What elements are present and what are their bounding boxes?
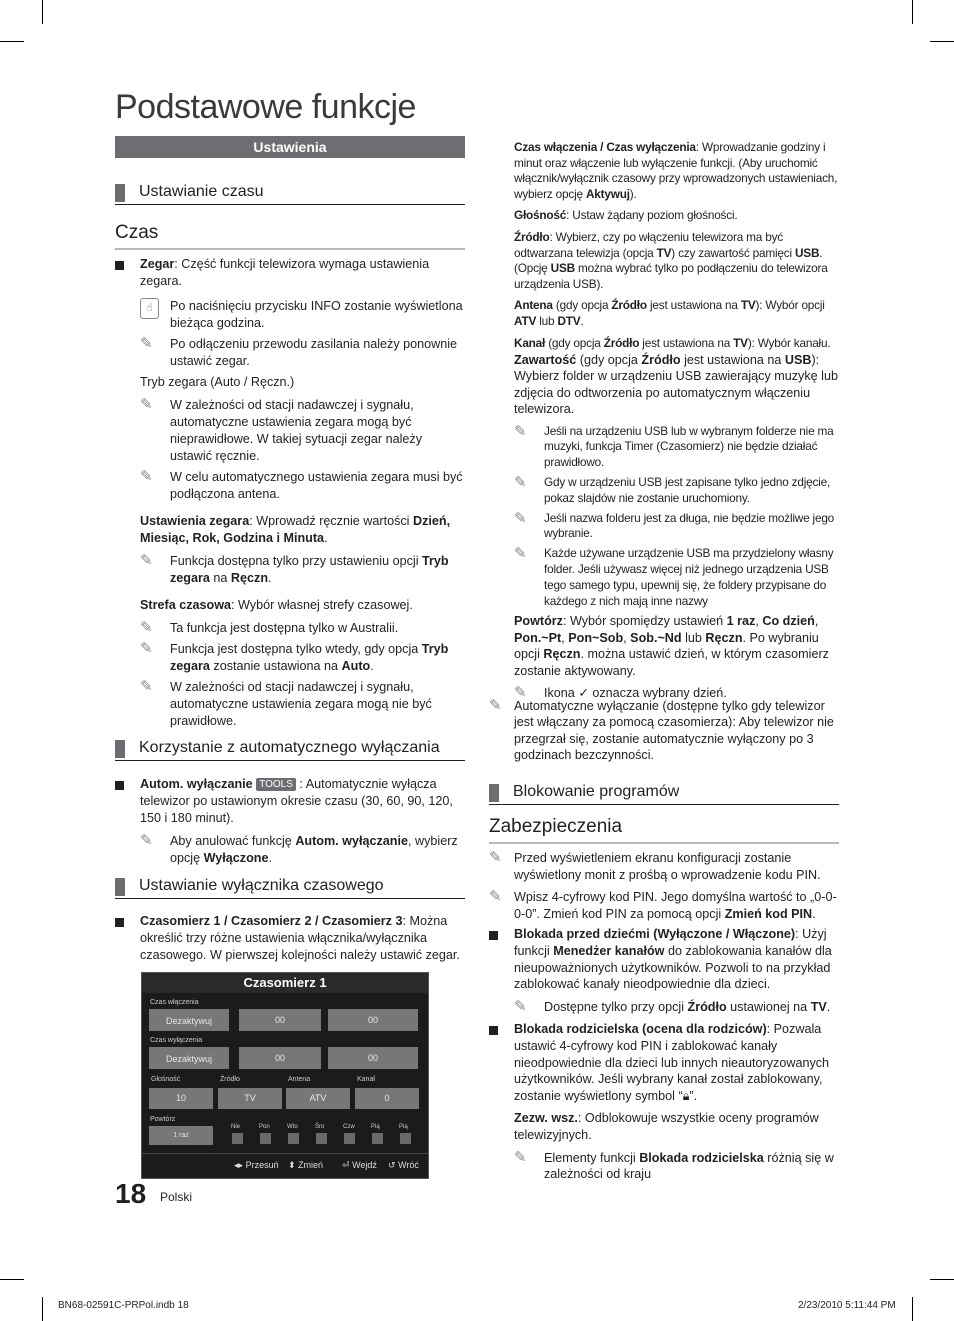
left-column-time xyxy=(115,256,465,734)
note-text: różnią się w zależności od kraju xyxy=(544,1150,834,1182)
text: : Automatycznie wyłącza telewizor po ustawionym okresie czasu (30, 60, 90, 120, 150 i 180 minut). xyxy=(140,777,453,825)
enter-icon: ⏎ xyxy=(342,1160,350,1170)
note-pencil-icon: ✎ xyxy=(489,849,502,866)
text: . xyxy=(580,313,584,328)
term: Wyłączone xyxy=(203,851,269,865)
bullet-child-lock xyxy=(489,926,839,992)
bullet-square-icon xyxy=(115,918,124,927)
clock-notes xyxy=(140,298,465,730)
text: : Wybór własnej strefy czasowej. xyxy=(231,598,413,612)
page-language: Polski xyxy=(160,1190,193,1204)
text: : Wprowadzanie godziny i minut oraz włączenie lub wyłączenie funkcji. (Aby uruchomić włącznik/wyłącznik czasowy przy wprowadzonych ustawieniach, wybierz opcję xyxy=(514,140,838,201)
crop-mark xyxy=(912,1297,913,1321)
note-time-zone-1 xyxy=(140,620,465,637)
auto-off-note-block xyxy=(489,698,839,768)
osd-volume[interactable]: 10 xyxy=(149,1088,213,1109)
text: ). xyxy=(629,186,637,201)
osd-change-hint xyxy=(288,1160,323,1171)
bullet-auto-off xyxy=(115,776,465,827)
subheading-auto-off xyxy=(115,738,465,761)
term: Ręczn xyxy=(705,630,743,645)
note-text: . xyxy=(268,851,272,865)
note-text: Wpisz 4-cyfrowy kod PIN. Jego domyślna wartość to „0-0-0-0”. Zmień kod PIN za pomocą opcji xyxy=(514,890,837,921)
osd-day-checkbox[interactable] xyxy=(372,1133,383,1144)
term: Czas włączenia / Czas wyłączenia xyxy=(514,140,696,154)
osd-day-label: Czw xyxy=(343,1124,355,1130)
text: ): Wybierz folder w urządzeniu USB zawierający muzykę lub zdjęcia do odtworzenia po automatycznym włączeniu telewizora. xyxy=(514,353,838,417)
term: Pon~Sob xyxy=(568,630,624,645)
right-column-timer-options xyxy=(514,140,839,357)
section-heading-security: Zabezpieczenia xyxy=(489,816,839,844)
osd-hint-label: Wróć xyxy=(398,1160,419,1170)
note-pencil-icon: ✎ xyxy=(140,552,153,569)
term: Sob.~Nd xyxy=(630,630,682,645)
text: jest ustawiona na xyxy=(646,298,741,313)
text: : Wybór spomiędzy ustawień xyxy=(562,614,727,629)
note-text: zostanie wyświetlona bieżąca godzina. xyxy=(170,299,463,330)
osd-move-hint xyxy=(234,1160,279,1171)
note-text: Aby anulować funkcję xyxy=(170,834,296,848)
crop-mark xyxy=(0,41,24,42)
osd-hint-label: Przesuń xyxy=(245,1160,279,1170)
osd-day-checkbox[interactable] xyxy=(400,1133,411,1144)
parental-lock-details xyxy=(514,1110,839,1182)
osd-day-label: Pią xyxy=(399,1124,408,1130)
time-zone-line xyxy=(140,597,465,614)
osd-value: Dezaktywuj xyxy=(165,1016,212,1026)
text: , xyxy=(561,630,569,645)
note-text: ustawionej na xyxy=(726,999,811,1014)
osd-day-checkbox[interactable] xyxy=(344,1133,355,1144)
note-pencil-icon: ✎ xyxy=(489,697,502,714)
note-usb-1 xyxy=(514,424,839,471)
note-pencil-icon: ✎ xyxy=(514,997,527,1015)
note-pin-prompt xyxy=(489,850,839,883)
crop-mark xyxy=(42,0,43,24)
note-text: zostanie ustawiona na xyxy=(209,659,342,673)
note-pencil-icon: ✎ xyxy=(140,396,153,413)
usb-notes xyxy=(514,424,839,610)
osd-title: Czasomierz 1 xyxy=(142,973,428,993)
osd-day-checkbox[interactable] xyxy=(232,1133,243,1144)
note-text: oznacza wybrany dzień. xyxy=(588,686,727,701)
text: do zablokowania kanałów dla nieupoważnionych użytkowników. Pozwoli to na przykład zablokować kanały nieodpowiednie dla dzieci. xyxy=(514,943,832,992)
osd-enter-hint xyxy=(342,1160,377,1171)
note-usb-2 xyxy=(514,475,839,507)
text: : Wprowadź ręcznie wartości xyxy=(249,514,413,528)
subheading-label: Ustawianie czasu xyxy=(139,183,264,200)
note-text: Elementy funkcji xyxy=(544,1150,640,1165)
subheading-timer xyxy=(115,876,465,899)
allow-all-item xyxy=(514,1110,839,1143)
bullet-timer xyxy=(115,913,465,964)
volume-item xyxy=(514,208,839,224)
osd-on-hour[interactable]: 00 xyxy=(239,1009,321,1031)
note-usb-3 xyxy=(514,511,839,543)
osd-source[interactable]: TV xyxy=(218,1088,282,1109)
term: Kanał xyxy=(514,335,546,350)
osd-day-label: Pią xyxy=(371,1124,380,1130)
bullet-square-icon xyxy=(115,261,124,270)
osd-day-checkbox[interactable] xyxy=(316,1133,327,1144)
note-pencil-icon: ✎ xyxy=(514,684,527,702)
left-column-timer xyxy=(115,913,465,970)
note-clock-mode-2 xyxy=(140,469,465,503)
text: lub xyxy=(536,313,558,328)
note-text: W celu automatycznego ustawienia zegara musi być podłączona antena. xyxy=(170,470,463,501)
text: ): Wybór kanału. xyxy=(747,335,831,350)
text: (gdy opcja xyxy=(545,335,604,350)
antenna-item xyxy=(514,298,839,329)
arrows-lr-icon: ◂▸ xyxy=(234,1160,244,1170)
note-pencil-icon: ✎ xyxy=(140,832,153,849)
text: : Można określić trzy różne ustawienia włącznika/wyłącznika czasowego. W pierwszej kolejności należy ustawić zegar. xyxy=(140,914,460,962)
note-child-lock xyxy=(514,999,839,1016)
term: Zawartość xyxy=(514,353,577,367)
clock-mode-line xyxy=(140,374,465,391)
note-text: Funkcja jest dostępna tylko wtedy, gdy opcja xyxy=(170,642,422,656)
note-text: W zależności od stacji nadawczej i sygnału, automatyczne ustawienia zegara mogą być nieprawidłowe. W takiej sytuacji zegar należy ustawić ręcznie. xyxy=(170,398,422,463)
section-header-bar: Ustawienia xyxy=(115,136,465,158)
osd-day-checkbox[interactable] xyxy=(288,1133,299,1144)
print-footer-date: 2/23/2010 5:11:44 PM xyxy=(798,1300,896,1311)
subheading-label: Ustawianie wyłącznika czasowego xyxy=(139,877,384,894)
term: Antena xyxy=(514,298,553,313)
note-text: Każde używane urządzenie USB ma przydzielony własny folder. Jeśli używasz więcej niż jednego urządzenia USB tego samego typu, upewnij się, że foldery przypisane do każdego z nich mają inne nazwy xyxy=(544,546,834,608)
note-auto-off-timer xyxy=(489,698,839,764)
text: ): Wybór opcji xyxy=(755,298,825,313)
term: Blokada przed dziećmi (Wyłączone / Włączone) xyxy=(514,927,796,942)
crop-mark xyxy=(912,0,913,24)
note-text: Ta funkcja jest dostępna tylko w Australii. xyxy=(170,621,399,635)
term: Strefa czasowa xyxy=(140,598,231,612)
term: Pon.~Pt xyxy=(514,630,562,645)
osd-off-state[interactable] xyxy=(149,1047,229,1069)
note-pencil-icon: ✎ xyxy=(514,545,527,563)
left-column-auto-off xyxy=(115,776,465,871)
timer-osd-screenshot xyxy=(141,972,429,1179)
note-pencil-icon: ✎ xyxy=(140,678,153,695)
note-text: Przed wyświetleniem ekranu konfiguracji zostanie wyświetlony monit z prośbą o wprowadzenie kodu PIN. xyxy=(514,851,821,882)
right-column-security xyxy=(489,850,839,1187)
osd-antenna-label: Antena xyxy=(288,1076,311,1083)
bullet-square-icon xyxy=(489,1026,498,1035)
osd-footer xyxy=(142,1153,428,1178)
text: (gdy opcja xyxy=(576,353,642,367)
term: Źródło xyxy=(611,298,647,313)
term: Źródło xyxy=(603,335,640,350)
on-off-time-item xyxy=(514,140,839,202)
term: Menedżer kanałów xyxy=(553,943,665,958)
term: TV xyxy=(733,335,748,350)
osd-repeat[interactable]: 1 raz xyxy=(149,1126,213,1145)
note-text: Funkcja dostępna tylko przy ustawieniu opcji xyxy=(170,554,423,568)
note-auto-off xyxy=(140,833,465,867)
channel-item xyxy=(514,336,839,352)
page-title: Podstawowe funkcje xyxy=(115,88,416,126)
term: Autom. wyłączanie xyxy=(295,834,408,848)
term: USB xyxy=(794,245,820,260)
note-info xyxy=(140,298,465,332)
subheading-label: Korzystanie z automatycznego wyłączania xyxy=(139,739,440,756)
note-text: . xyxy=(268,571,272,585)
note-pencil-icon: ✎ xyxy=(514,422,527,440)
text: . (Opcję xyxy=(514,245,823,276)
term: Blokada rodzicielska (ocena dla rodziców) xyxy=(514,1022,767,1037)
term: Głośność xyxy=(514,208,567,223)
note-text: W zależności od stacji nadawczej i sygnału, automatyczne ustawienia zegara mogą nie być prawidłowe. xyxy=(170,680,432,728)
subheading-time-setting xyxy=(115,182,465,205)
note-pencil-icon: ✎ xyxy=(514,474,527,492)
info-key: INFO xyxy=(310,299,341,313)
osd-repeat-label: Powtórz xyxy=(150,1116,176,1123)
content-item xyxy=(514,352,839,418)
text: : Pozwala ustawić 4-cyfrowy kod PIN i zablokować kanały nieodpowiednie dla dzieci lub innych nieautoryzowanych użytkowników. Jeśli wybrany kanał został zablokowany, zostanie wyświetlony symbol “ xyxy=(514,1022,830,1103)
note-time-zone-3 xyxy=(140,679,465,730)
term: 1 raz xyxy=(726,614,756,629)
osd-volume-label: Głośność xyxy=(151,1076,181,1083)
source-item xyxy=(514,230,839,292)
text: : Wybierz, czy po włączeniu telewizora ma być odtwarzana telewizja (opcja xyxy=(514,229,783,260)
osd-day-label: Nie xyxy=(231,1124,241,1130)
note-text: Jeśli nazwa folderu jest za długa, nie będzie możliwe jego wybranie. xyxy=(544,510,835,541)
crop-mark xyxy=(42,1297,43,1321)
osd-channel-label: Kanał xyxy=(357,1076,375,1083)
note-text: Po naciśnięciu przycisku xyxy=(170,299,311,313)
section-heading-time: Czas xyxy=(115,222,465,250)
note-usb-4 xyxy=(514,546,839,609)
arrows-ud-icon: ⬍ xyxy=(288,1160,296,1170)
text: : Użyj funkcji xyxy=(514,927,827,958)
note-parental-lock xyxy=(514,1150,839,1183)
osd-day-label: Pon xyxy=(259,1124,270,1130)
auto-off-notes xyxy=(140,833,465,867)
term: Czasomierz 1 / Czasomierz 2 / Czasomierz 3 xyxy=(140,914,403,928)
term: Autom. wyłączanie xyxy=(140,777,253,791)
note-pencil-icon: ✎ xyxy=(489,888,502,906)
note-text: Dostępne tylko przy opcji xyxy=(544,999,688,1014)
subheading-marker xyxy=(115,740,125,758)
term: Powtórz xyxy=(514,614,563,629)
term: Dzień, Miesiąc, Rok, Godzina i Minuta xyxy=(140,514,451,545)
clock-set-line xyxy=(140,513,465,547)
subheading-marker xyxy=(115,878,125,896)
term: TV xyxy=(656,245,672,260)
note-text: Po odłączeniu przewodu zasilania należy ponownie ustawić zegar. xyxy=(170,337,458,368)
term: Ręczn xyxy=(230,571,269,585)
term: Aktywuj xyxy=(585,186,630,201)
text: ) czy zawartość pamięci xyxy=(671,245,795,260)
osd-off-label: Czas wyłączenia xyxy=(150,1037,203,1044)
info-button-icon: ☝ xyxy=(140,298,159,319)
osd-day-label: Wto xyxy=(287,1124,298,1130)
subheading-marker xyxy=(115,184,125,202)
term: Ustawienia zegara xyxy=(140,514,250,528)
text: , xyxy=(755,614,763,629)
osd-antenna[interactable]: ATV xyxy=(286,1088,350,1109)
text: , xyxy=(623,630,631,645)
term: Tryb zegara xyxy=(170,554,449,585)
text: . można ustawić dzień, w którym czasomierz zostanie aktywowany. xyxy=(514,647,829,678)
term: Zmień kod PIN xyxy=(724,906,813,921)
page-number: 18 xyxy=(115,1178,147,1209)
text: jest ustawiona na xyxy=(639,335,734,350)
text: ”. xyxy=(689,1088,698,1103)
osd-value: Dezaktywuj xyxy=(165,1054,212,1064)
return-icon: ↺ xyxy=(388,1160,396,1170)
note-pin-default xyxy=(489,889,839,922)
term: Ręczn xyxy=(543,647,581,662)
subheading-marker xyxy=(489,784,499,802)
checkmark-icon: ✓ xyxy=(578,686,589,701)
child-lock-notes xyxy=(514,999,839,1016)
bullet-square-icon xyxy=(115,781,124,790)
repeat-item xyxy=(514,613,839,679)
note-pencil-icon: ✎ xyxy=(514,509,527,527)
note-text: . xyxy=(826,999,831,1014)
text: , xyxy=(814,614,819,629)
osd-hint-label: Wejdź xyxy=(352,1160,377,1170)
note-pencil-icon: ✎ xyxy=(140,640,153,657)
subheading-program-lock xyxy=(489,782,839,805)
note-clock-set xyxy=(140,553,465,587)
term: Źródło xyxy=(514,229,550,244)
term: Źródło xyxy=(641,353,681,367)
osd-channel[interactable]: 0 xyxy=(355,1088,419,1109)
term: Tryb zegara xyxy=(170,642,449,673)
note-text: . xyxy=(370,659,374,673)
lock-icon: 🔒︎ xyxy=(682,1088,690,1103)
text: ) xyxy=(290,375,295,389)
text: : Ustaw żądany poziom głośności. xyxy=(566,208,738,223)
note-text: Automatyczne wyłączanie (dostępne tylko gdy telewizor jest włączany za pomocą czasomierza): Aby telewizor nie przegrzał się, zostanie automatycznie wyłączony po 3 godzinach bezczynności. xyxy=(514,699,834,763)
text: Auto xyxy=(214,375,241,389)
text: Ręczn. xyxy=(250,375,291,389)
crop-mark xyxy=(930,41,954,42)
note-text: . xyxy=(812,906,816,921)
note-pencil-icon: ✎ xyxy=(140,468,153,485)
text: lub xyxy=(681,630,706,645)
tools-button-icon: TOOLS xyxy=(256,778,296,791)
note-text: Gdy w urządzeniu USB jest zapisane tylko jedno zdjęcie, pokaz slajdów nie zostanie uruchomiony. xyxy=(544,475,831,505)
text: można wybrać tylko po podłączeniu do telewizora urządzenia USB). xyxy=(514,261,828,291)
text: (gdy opcja xyxy=(552,298,612,313)
note-text: , wybierz opcję xyxy=(170,834,458,865)
text: . xyxy=(324,531,328,545)
term: Co dzień xyxy=(762,614,815,629)
text: / xyxy=(240,375,251,389)
term: Auto xyxy=(341,659,371,673)
note-text: Ikona xyxy=(544,686,579,701)
note-pencil-icon: ✎ xyxy=(140,335,153,352)
note-power xyxy=(140,336,465,370)
right-column-content xyxy=(514,352,839,705)
term: DTV xyxy=(557,313,581,328)
note-clock-mode-1 xyxy=(140,397,465,465)
term: Zezw. wsz. xyxy=(514,1111,578,1126)
osd-on-label: Czas włączenia xyxy=(150,999,199,1006)
osd-off-hour[interactable]: 00 xyxy=(239,1047,321,1069)
text: : Odblokowuje wszystkie oceny programów telewizyjnych. xyxy=(514,1111,819,1142)
osd-on-minute[interactable]: 00 xyxy=(328,1009,418,1031)
term-clock: Zegar xyxy=(140,257,175,271)
term: TV xyxy=(740,298,756,313)
print-footer-file: BN68-02591C-PRPol.indb 18 xyxy=(58,1300,189,1311)
osd-source-label: Źródło xyxy=(220,1076,240,1083)
osd-back-hint xyxy=(388,1160,419,1171)
note-pencil-icon: ✎ xyxy=(140,619,153,636)
note-text: Jeśli na urządzeniu USB lub w wybranym folderze nie ma muzyki, funkcja Timer (Czasomierz) nie będzie działać prawidłowo. xyxy=(544,423,834,470)
term: Źródło xyxy=(687,999,727,1014)
bullet-square-icon xyxy=(489,931,498,940)
subheading-label: Blokowanie programów xyxy=(513,783,680,800)
osd-off-minute[interactable]: 00 xyxy=(328,1047,418,1069)
bullet-clock xyxy=(115,256,465,290)
term: USB xyxy=(784,353,812,367)
text: Tryb zegara ( xyxy=(140,375,215,389)
osd-on-state[interactable] xyxy=(149,1009,229,1031)
term: Blokada rodzicielska xyxy=(639,1150,764,1165)
osd-day-checkbox[interactable] xyxy=(260,1133,271,1144)
osd-day-label: Śro xyxy=(315,1124,325,1130)
osd-hint-label: Zmień xyxy=(298,1160,324,1170)
text: . Po wybraniu opcji xyxy=(514,630,819,662)
crop-mark xyxy=(930,1279,954,1280)
note-text: na xyxy=(209,571,231,585)
crop-mark xyxy=(0,1279,24,1280)
note-time-zone-2 xyxy=(140,641,465,675)
text-clock: : Część funkcji telewizora wymaga ustawienia zegara. xyxy=(140,257,430,288)
text: jest ustawiona na xyxy=(680,353,785,367)
term: USB xyxy=(550,261,575,276)
note-pencil-icon: ✎ xyxy=(514,1148,527,1166)
term: ATV xyxy=(514,313,537,328)
term: TV xyxy=(810,999,827,1014)
bullet-parental-lock xyxy=(489,1021,839,1104)
